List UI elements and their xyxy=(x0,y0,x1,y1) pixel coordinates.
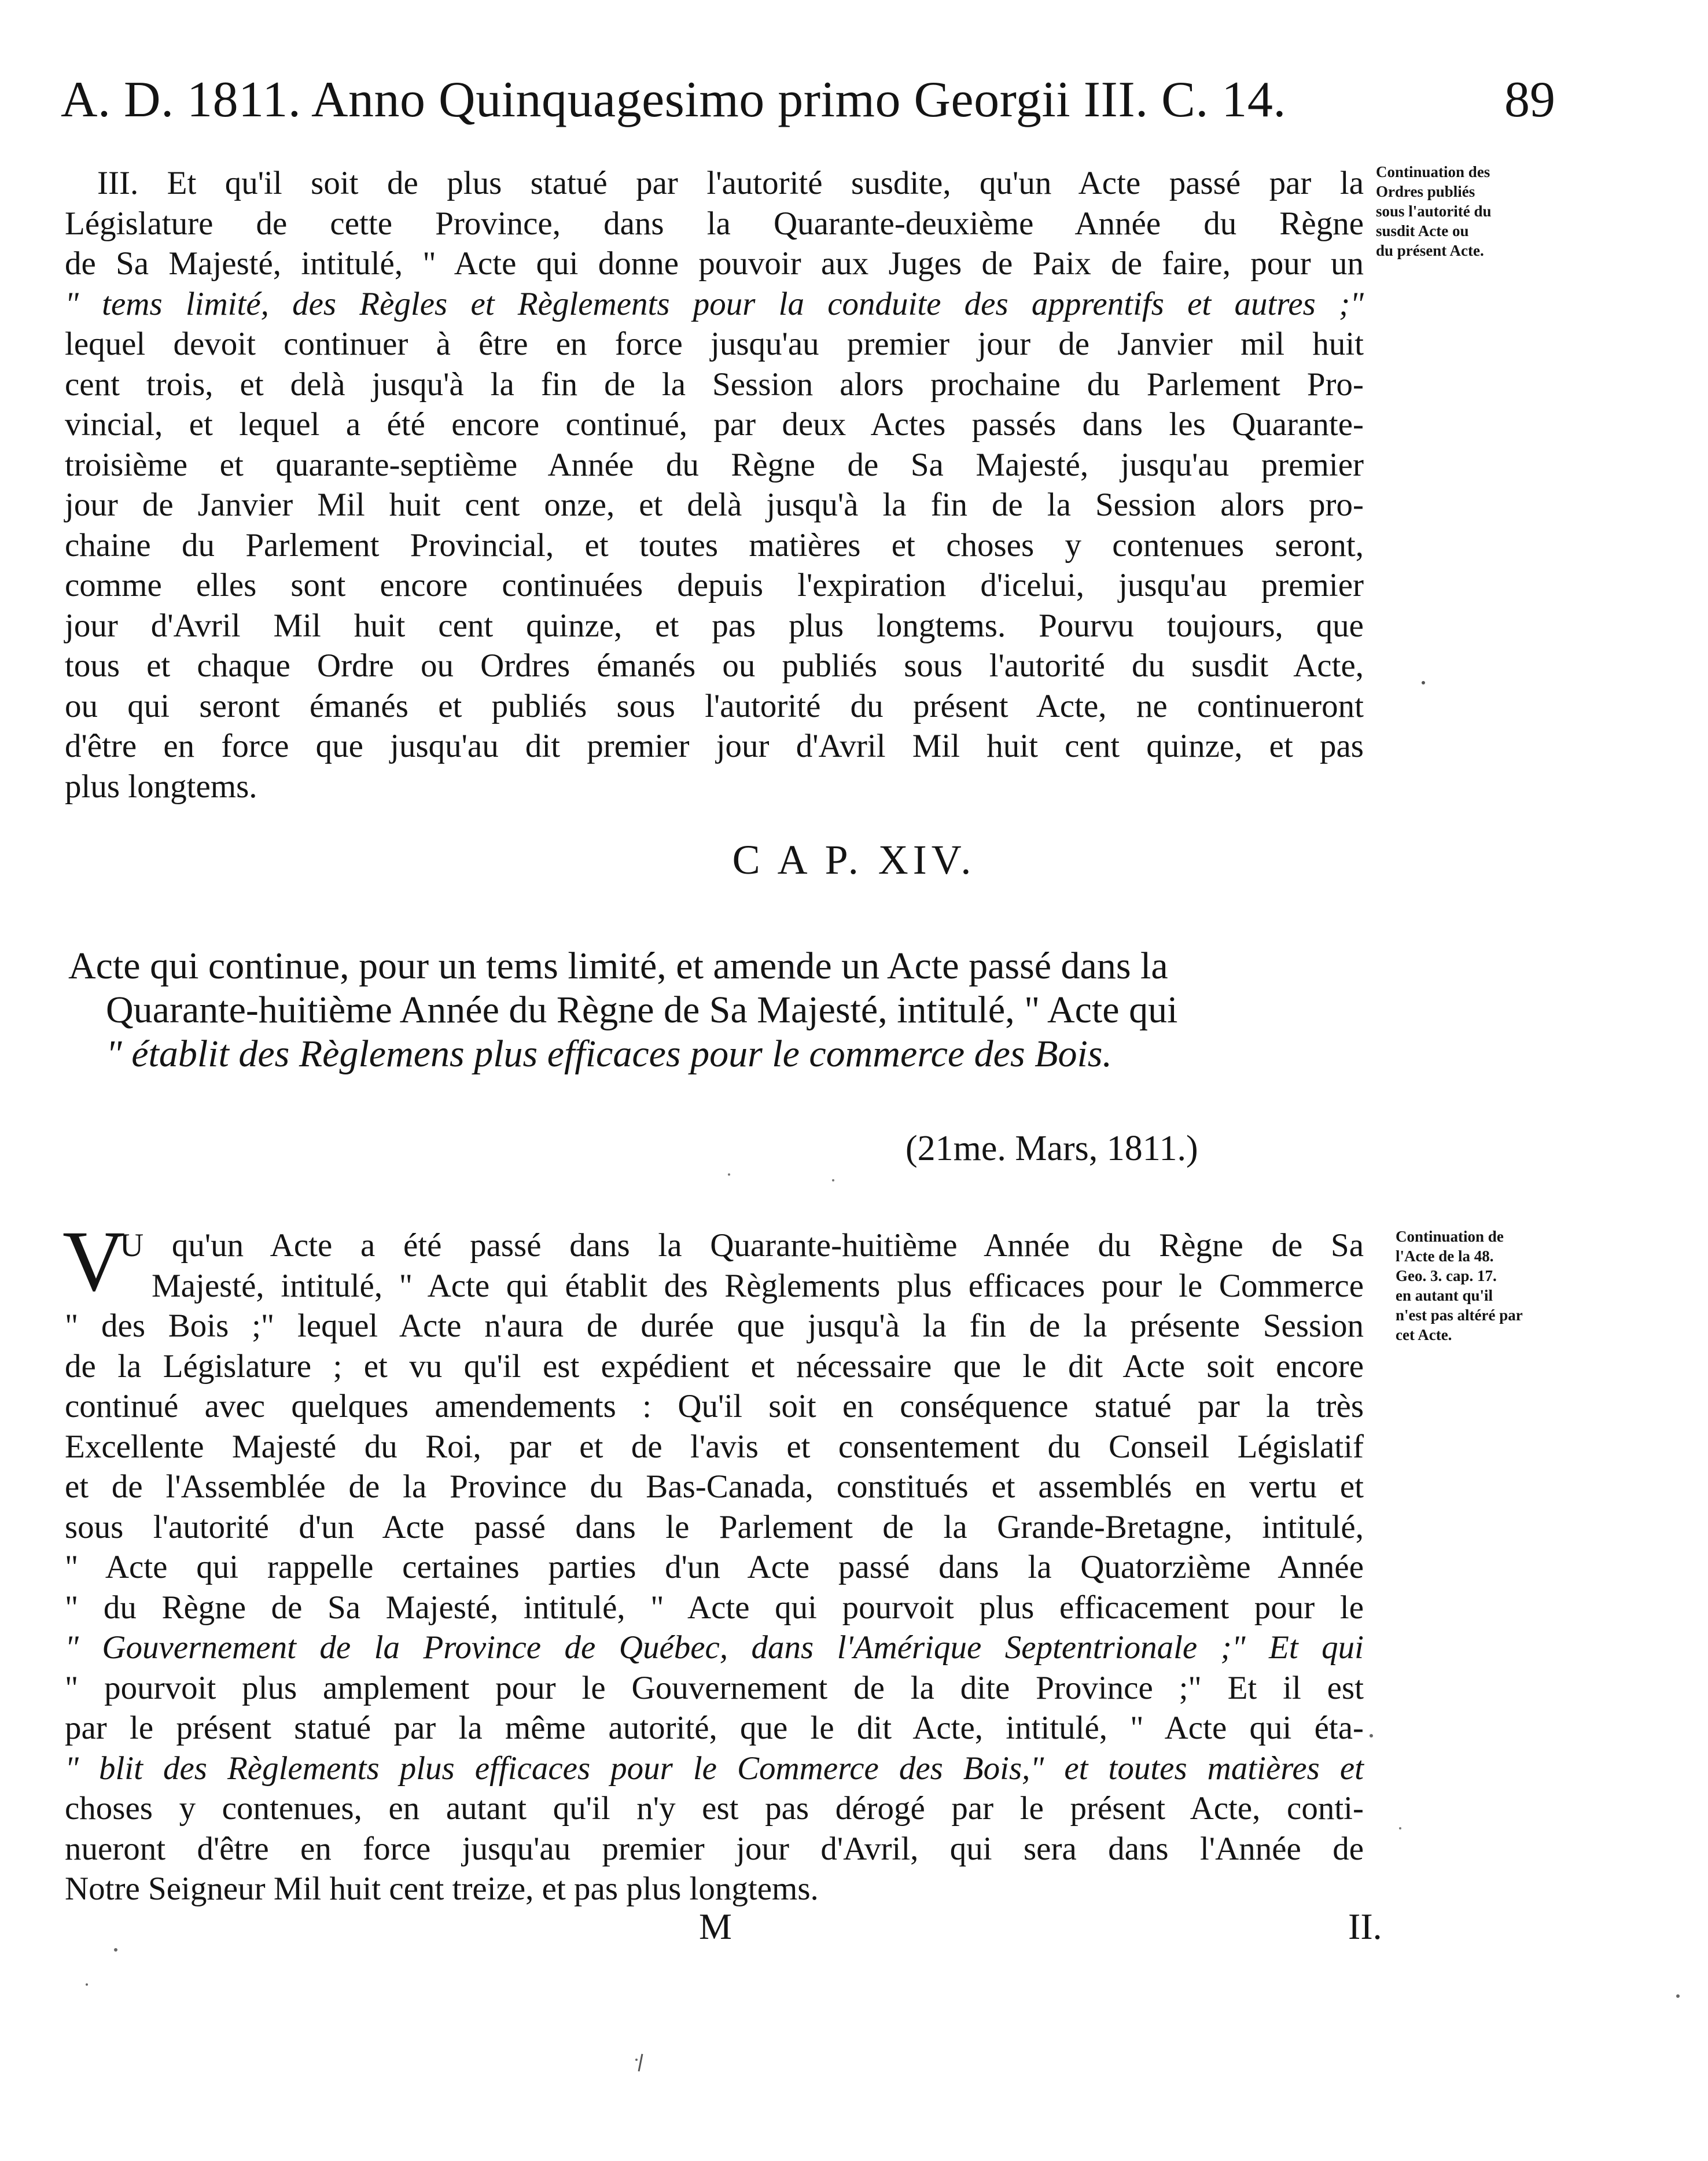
text-line: sous l'autorité d'un Acte passé dans le Parlement de la Grande-Bretagne, intitulé, xyxy=(65,1508,1364,1545)
text-line: choses y contenues, en autant qu'il n'y est pas dérogé par le présent Acte, conti- xyxy=(65,1790,1364,1827)
margin-note-line: sous l'autorité du xyxy=(1376,203,1492,220)
text-line: lequel devoit continuer à être en force jusqu'au premier jour de Janvier mil huit xyxy=(65,326,1364,362)
page-number: 89 xyxy=(1504,72,1555,128)
text-line: d'être en force que jusqu'au dit premier jour d'Avril Mil huit cent quinze, et pas xyxy=(65,728,1364,764)
margin-note-line: Continuation de xyxy=(1396,1228,1504,1245)
margin-note-line: cet Acte. xyxy=(1396,1326,1452,1343)
text-line: nueront d'être en force jusqu'au premier jour d'Avril, qui sera dans l'Année de xyxy=(65,1830,1364,1867)
margin-note-line: susdit Acte ou xyxy=(1376,222,1469,240)
act-date: (21me. Mars, 1811.) xyxy=(905,1129,1198,1168)
margin-note-line: Ordres publiés xyxy=(1376,183,1475,200)
text-line: chaine du Parlement Provincial, et toutes matières et choses y contenues seront, xyxy=(65,527,1364,564)
text-line: Notre Seigneur Mil huit cent treize, et pas plus longtems. xyxy=(65,1871,819,1907)
text-line: troisième et quarante-septième Année du Règne de Sa Majesté, jusqu'au premier xyxy=(65,446,1364,483)
text-line: de la Législature ; et vu qu'il est expédient et nécessaire que le dit Acte soit encore xyxy=(65,1348,1364,1385)
text-line: vincial, et lequel a été encore continué, par deux Actes passés dans les Quarante- xyxy=(65,406,1364,443)
text-line: cent trois, et delà jusqu'à la fin de la Session alors prochaine du Parlement Pro- xyxy=(65,366,1364,403)
text-line: jour de Janvier Mil huit cent onze, et delà jusqu'à la fin de la Session alors pro- xyxy=(65,487,1364,523)
text-line: " Acte qui rappelle certaines parties d'un Acte passé dans la Quatorzième Année xyxy=(65,1549,1364,1585)
margin-note-line: Geo. 3. cap. 17. xyxy=(1396,1267,1497,1284)
drop-cap: V xyxy=(62,1213,126,1309)
text-line: Excellente Majesté du Roi, par et de l'avis et consentement du Conseil Législatif xyxy=(65,1428,1364,1465)
text-line: comme elles sont encore continuées depuis l'expiration d'icelui, jusqu'au premier xyxy=(65,567,1364,603)
text-line: de Sa Majesté, intitulé, " Acte qui donne pouvoir aux Juges de Paix de faire, pour un xyxy=(65,245,1364,282)
margin-note-line: en autant qu'il xyxy=(1396,1287,1493,1304)
text-line: continué avec quelques amendements : Qu'il soit en conséquence statué par la très xyxy=(65,1388,1364,1424)
margin-note-line: l'Acte de la 48. xyxy=(1396,1247,1494,1265)
text-line: " du Règne de Sa Majesté, intitulé, " Acte qui pourvoit plus efficacement pour le xyxy=(65,1589,1364,1626)
margin-note-line: n'est pas altéré par xyxy=(1396,1306,1523,1324)
act-title-line: Quarante-huitième Année du Règne de Sa Majesté, intitulé, " Acte qui xyxy=(106,989,1178,1031)
text-line: ou qui seront émanés et publiés sous l'autorité du présent Acte, ne continueront xyxy=(65,687,1364,724)
text-line: et de l'Assemblée de la Province du Bas-Canada, constitués et assemblés en vertu et xyxy=(65,1468,1364,1505)
text-line: Majesté, intitulé, " Acte qui établit des Règlements plus efficaces pour le Commerce xyxy=(152,1267,1364,1304)
text-line: " tems limité, des Règles et Règlements pour la conduite des apprentifs et autres ;" xyxy=(65,285,1364,322)
catchword: II. xyxy=(1348,1906,1382,1947)
text-line: tous et chaque Ordre ou Ordres émanés ou publiés sous l'autorité du susdit Acte, xyxy=(65,647,1364,684)
chapter-heading: C A P. XIV. xyxy=(732,837,976,883)
margin-note-line: Continuation des xyxy=(1376,163,1490,181)
text-line: jour d'Avril Mil huit cent quinze, et pas plus longtems. Pourvu toujours, que xyxy=(65,607,1364,644)
margin-note-line: du présent Acte. xyxy=(1376,242,1484,259)
text-line: " blit des Règlements plus efficaces pour le Commerce des Bois," et toutes matières et xyxy=(65,1750,1364,1787)
act-title-line: " établit des Règlemens plus efficaces pour le commerce des Bois. xyxy=(106,1033,1112,1075)
text-line: U qu'un Acte a été passé dans la Quarante-huitième Année du Règne de Sa xyxy=(120,1227,1364,1264)
text-line: " pourvoit plus amplement pour le Gouvernement de la dite Province ;" Et il est xyxy=(65,1669,1364,1706)
text-line: plus longtems. xyxy=(65,768,257,805)
act-title-line: Acte qui continue, pour un tems limité, et amende un Acte passé dans la xyxy=(68,945,1168,987)
text-line: " Gouvernement de la Province de Québec, dans l'Amérique Septentrionale ;" Et qui xyxy=(65,1629,1364,1666)
signature-mark: M xyxy=(699,1906,732,1947)
running-header: A. D. 1811. Anno Quinquagesimo primo Georgii III. C. 14. xyxy=(61,72,1286,128)
text-line: III. Et qu'il soit de plus statué par l'autorité susdite, qu'un Acte passé par la xyxy=(97,165,1364,201)
text-line: Législature de cette Province, dans la Quarante-deuxième Année du Règne xyxy=(65,205,1364,242)
text-line: " des Bois ;" lequel Acte n'aura de durée que jusqu'à la fin de la présente Session xyxy=(65,1308,1364,1344)
text-line: par le présent statué par la même autorité, que le dit Acte, intitulé, " Acte qui éta- xyxy=(65,1710,1364,1746)
